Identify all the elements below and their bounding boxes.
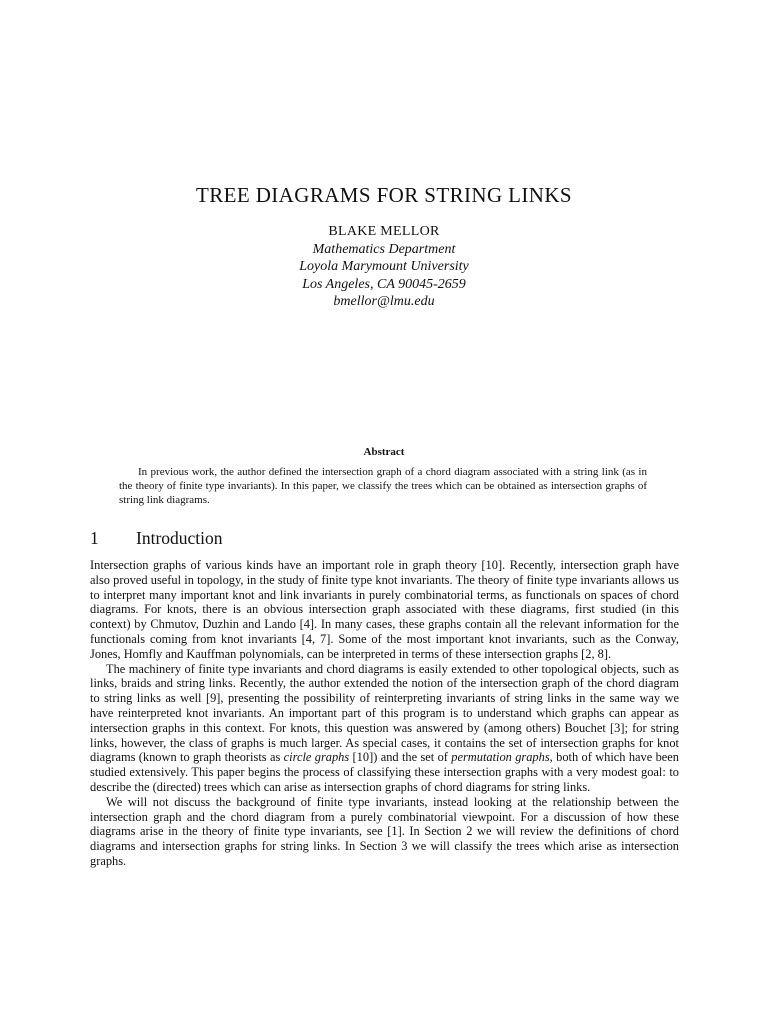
paragraph-2-part-b: [10]) and the set of	[349, 750, 452, 765]
paragraph-2-part-a: The machinery of finite type invariants and chord diagrams is easily extended to other topological objects, such as links, braids and string links. Recently, the author extended the notion of the intersection graph of the chord diagram to string links as well [9], presenting the possibility of reinterpreting invariants of string links in the same way we have reinterpreted knot invariants. An important part of this program is to understand which graphs can appear as intersection graphs in this context. For knots, this question was answered by (among others) Bouchet [3]; for string links, however, the class of graphs is much larger. As special cases, it contains the set of intersection graphs for knot diagrams (known to graph theorists as	[90, 661, 679, 765]
paragraph-2	[90, 662, 679, 795]
section-title: Introduction	[136, 528, 223, 548]
section-body	[90, 558, 679, 869]
author-block	[0, 223, 768, 311]
abstract-text: In previous work, the author defined the intersection graph of a chord diagram associated with a string link (as in the theory of finite type invariants). In this paper, we classify the trees which can be obtained as intersection graphs of string link diagrams.	[119, 466, 647, 507]
author-department: Mathematics Department	[312, 241, 456, 257]
abstract-heading: Abstract	[363, 446, 405, 458]
circle-graphs-term: circle graphs	[283, 750, 350, 765]
author-city: Los Angeles, CA 90045-2659	[302, 276, 466, 292]
section-number: 1	[90, 528, 99, 548]
paragraph-3: We will not discuss the background of finite type invariants, instead looking at the relationship between the intersection graph and the chord diagram from a purely combinatorial viewpoint. For a discussion of how these diagrams arise in the theory of finite type invariants, see [1]. In Section 2 we will review the definitions of chord diagrams and intersection graphs for string links. In Section 3 we will classify the trees which arise as intersection graphs.	[90, 794, 679, 868]
paper-title: TREE DIAGRAMS FOR STRING LINKS	[195, 183, 573, 207]
author-name: BLAKE MELLOR	[328, 224, 440, 239]
paragraph-1: Intersection graphs of various kinds have an important role in graph theory [10]. Recently, intersection graph have also proved useful in topology, in the study of finite type knot invariants. The theory of finite type invariants allows us to interpret many important knot and link invariants in purely combinatorial terms, as functionals on spaces of chord diagrams. For knots, there is an obvious intersection graph associated with these diagrams, first studied (in this context) by Chmutov, Duzhin and Lando [4]. In many cases, these graphs contain all the relevant information for the functionals coming from knot invariants [4, 7]. Some of the most important knot invariants, such as the Conway, Jones, Homfly and Kauffman polynomials, can be interpreted in terms of these intersection graphs [2, 8].	[90, 558, 679, 661]
author-university: Loyola Marymount University	[299, 259, 469, 274]
permutation-graphs-term: permutation graphs	[451, 750, 550, 765]
author-email: bmellor@lmu.edu	[333, 294, 435, 309]
paragraph-2-part-c: , both of which have been studied extensively. This paper begins the process of classifying these intersection graphs with a very modest goal: to describe the (directed) trees which can arise as intersection graphs of chord diagrams for string links.	[90, 750, 679, 794]
section-heading	[90, 528, 223, 549]
